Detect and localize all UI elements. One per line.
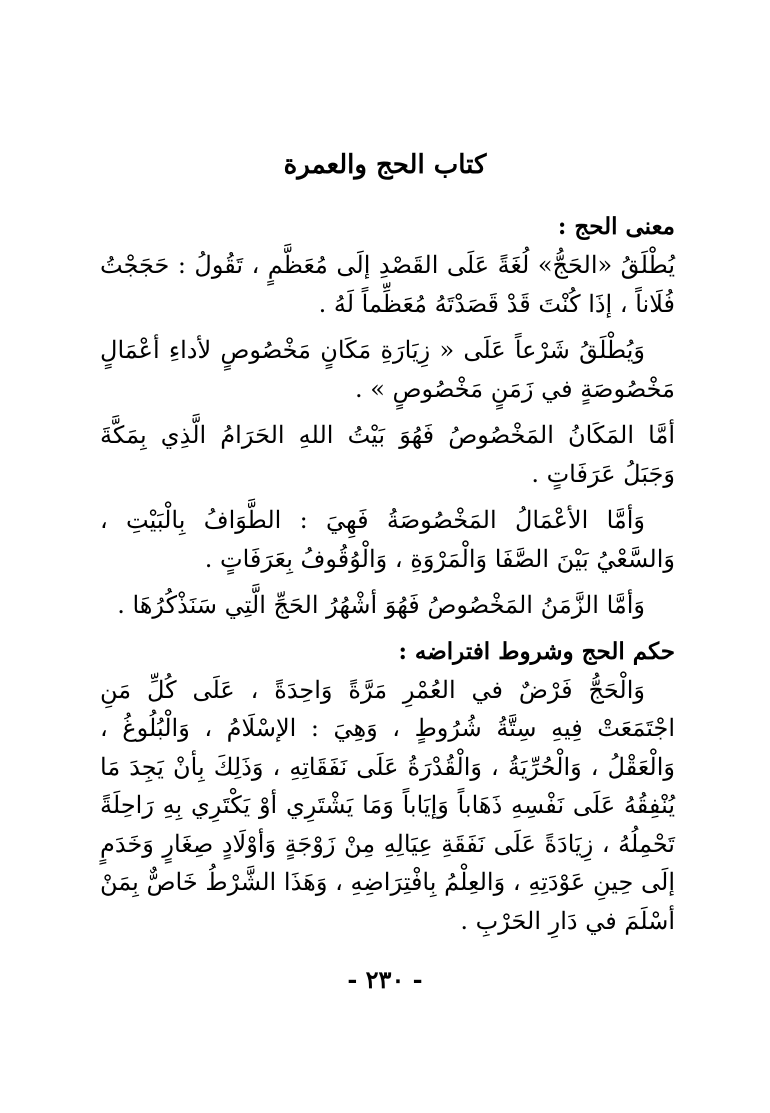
paragraph-linguistic-definition: يُطْلَقُ «الحَجُّ» لُغَةً عَلَى القَصْدِ إلَى مُعَظَّمٍ ، تَقُولُ : حَجَجْتُ فُلَاناً ، إذَا كُنْتَ قَدْ قَصَدْتَهُ مُعَظِّماً لَهُ .: [100, 251, 675, 318]
page-number: - ٢٣٠ -: [347, 965, 423, 994]
section-ruling-and-conditions: [100, 633, 675, 941]
paragraph-ruling-conditions: وَالْحَجُّ فَرْضٌ في العُمْرِ مَرَّةً وَاحِدَةً ، عَلَى كُلِّ مَنِ اجْتَمَعَتْ فِيهِ سِتَّةُ شُرُوطٍ ، وَهِيَ : الإسْلَامُ ، وَالْبُلُوغُ ، وَالْعَقْلُ ، وَالْحُرِّيَةُ ، وَالْقُدْرَةُ عَلَى نَفَقَاتِهِ ، وَذَلِكَ بِأنْ يَجِدَ مَا يُنْفِقُهُ عَلَى نَفْسِهِ ذَهَاباً وَإيَاباً وَمَا يَشْتَرِي أوْ يَكْتَرِي بِهِ رَاحِلَةً تَحْمِلُهُ ، زِيَادَةً عَلَى نَفَقَةِ عِيَالِهِ مِنْ زَوْجَةٍ وَأوْلَادٍ صِغَارٍ وَخَدَمٍ إلَى حِينِ عَوْدَتِهِ ، وَالعِلْمُ بِافْتِرَاضِهِ ، وَهَذَا الشَّرْطُ خَاصٌّ بِمَنْ أسْلَمَ في دَارِ الحَرْبِ .: [100, 675, 675, 935]
paragraph-specific-place: أمَّا المَكَانُ المَخْصُوصُ فَهُوَ بَيْتُ اللهِ الحَرَامُ الَّذِي بِمَكَّةَ وَجَبَلُ عَرَفَاتٍ .: [100, 421, 675, 488]
section-heading-meaning: معنى الحج :: [557, 213, 675, 240]
section-meaning-of-hajj: [100, 208, 675, 625]
paragraph-legal-definition: وَيُطْلَقُ شَرْعاً عَلَى « زِيَارَةِ مَكَانٍ مَخْصُوصٍ لأداءِ أعْمَالٍ مَخْصُوصَةٍ في زَمَنٍ مَخْصُوصٍ » .: [100, 336, 675, 403]
page-body: [100, 208, 675, 948]
section-heading-ruling: حكم الحج وشروط افتراضه :: [398, 637, 675, 665]
paragraph-specific-acts: وَأمَّا الأعْمَالُ المَخْصُوصَةُ فَهِيَ : الطَّوَافُ بِالْبَيْتِ ، وَالسَّعْيُ بَيْنَ الصَّفَا وَالْمَرْوَةِ ، وَالْوُقُوفُ بِعَرَفَاتٍ .: [100, 506, 675, 573]
chapter-title: كتاب الحج والعمرة: [283, 150, 487, 181]
paragraph-specific-time: وَأمَّا الزَّمَنُ المَخْصُوصُ فَهُوَ أشْهُرُ الحَجِّ الَّتِي سَنَذْكُرُهَا .: [117, 591, 645, 619]
